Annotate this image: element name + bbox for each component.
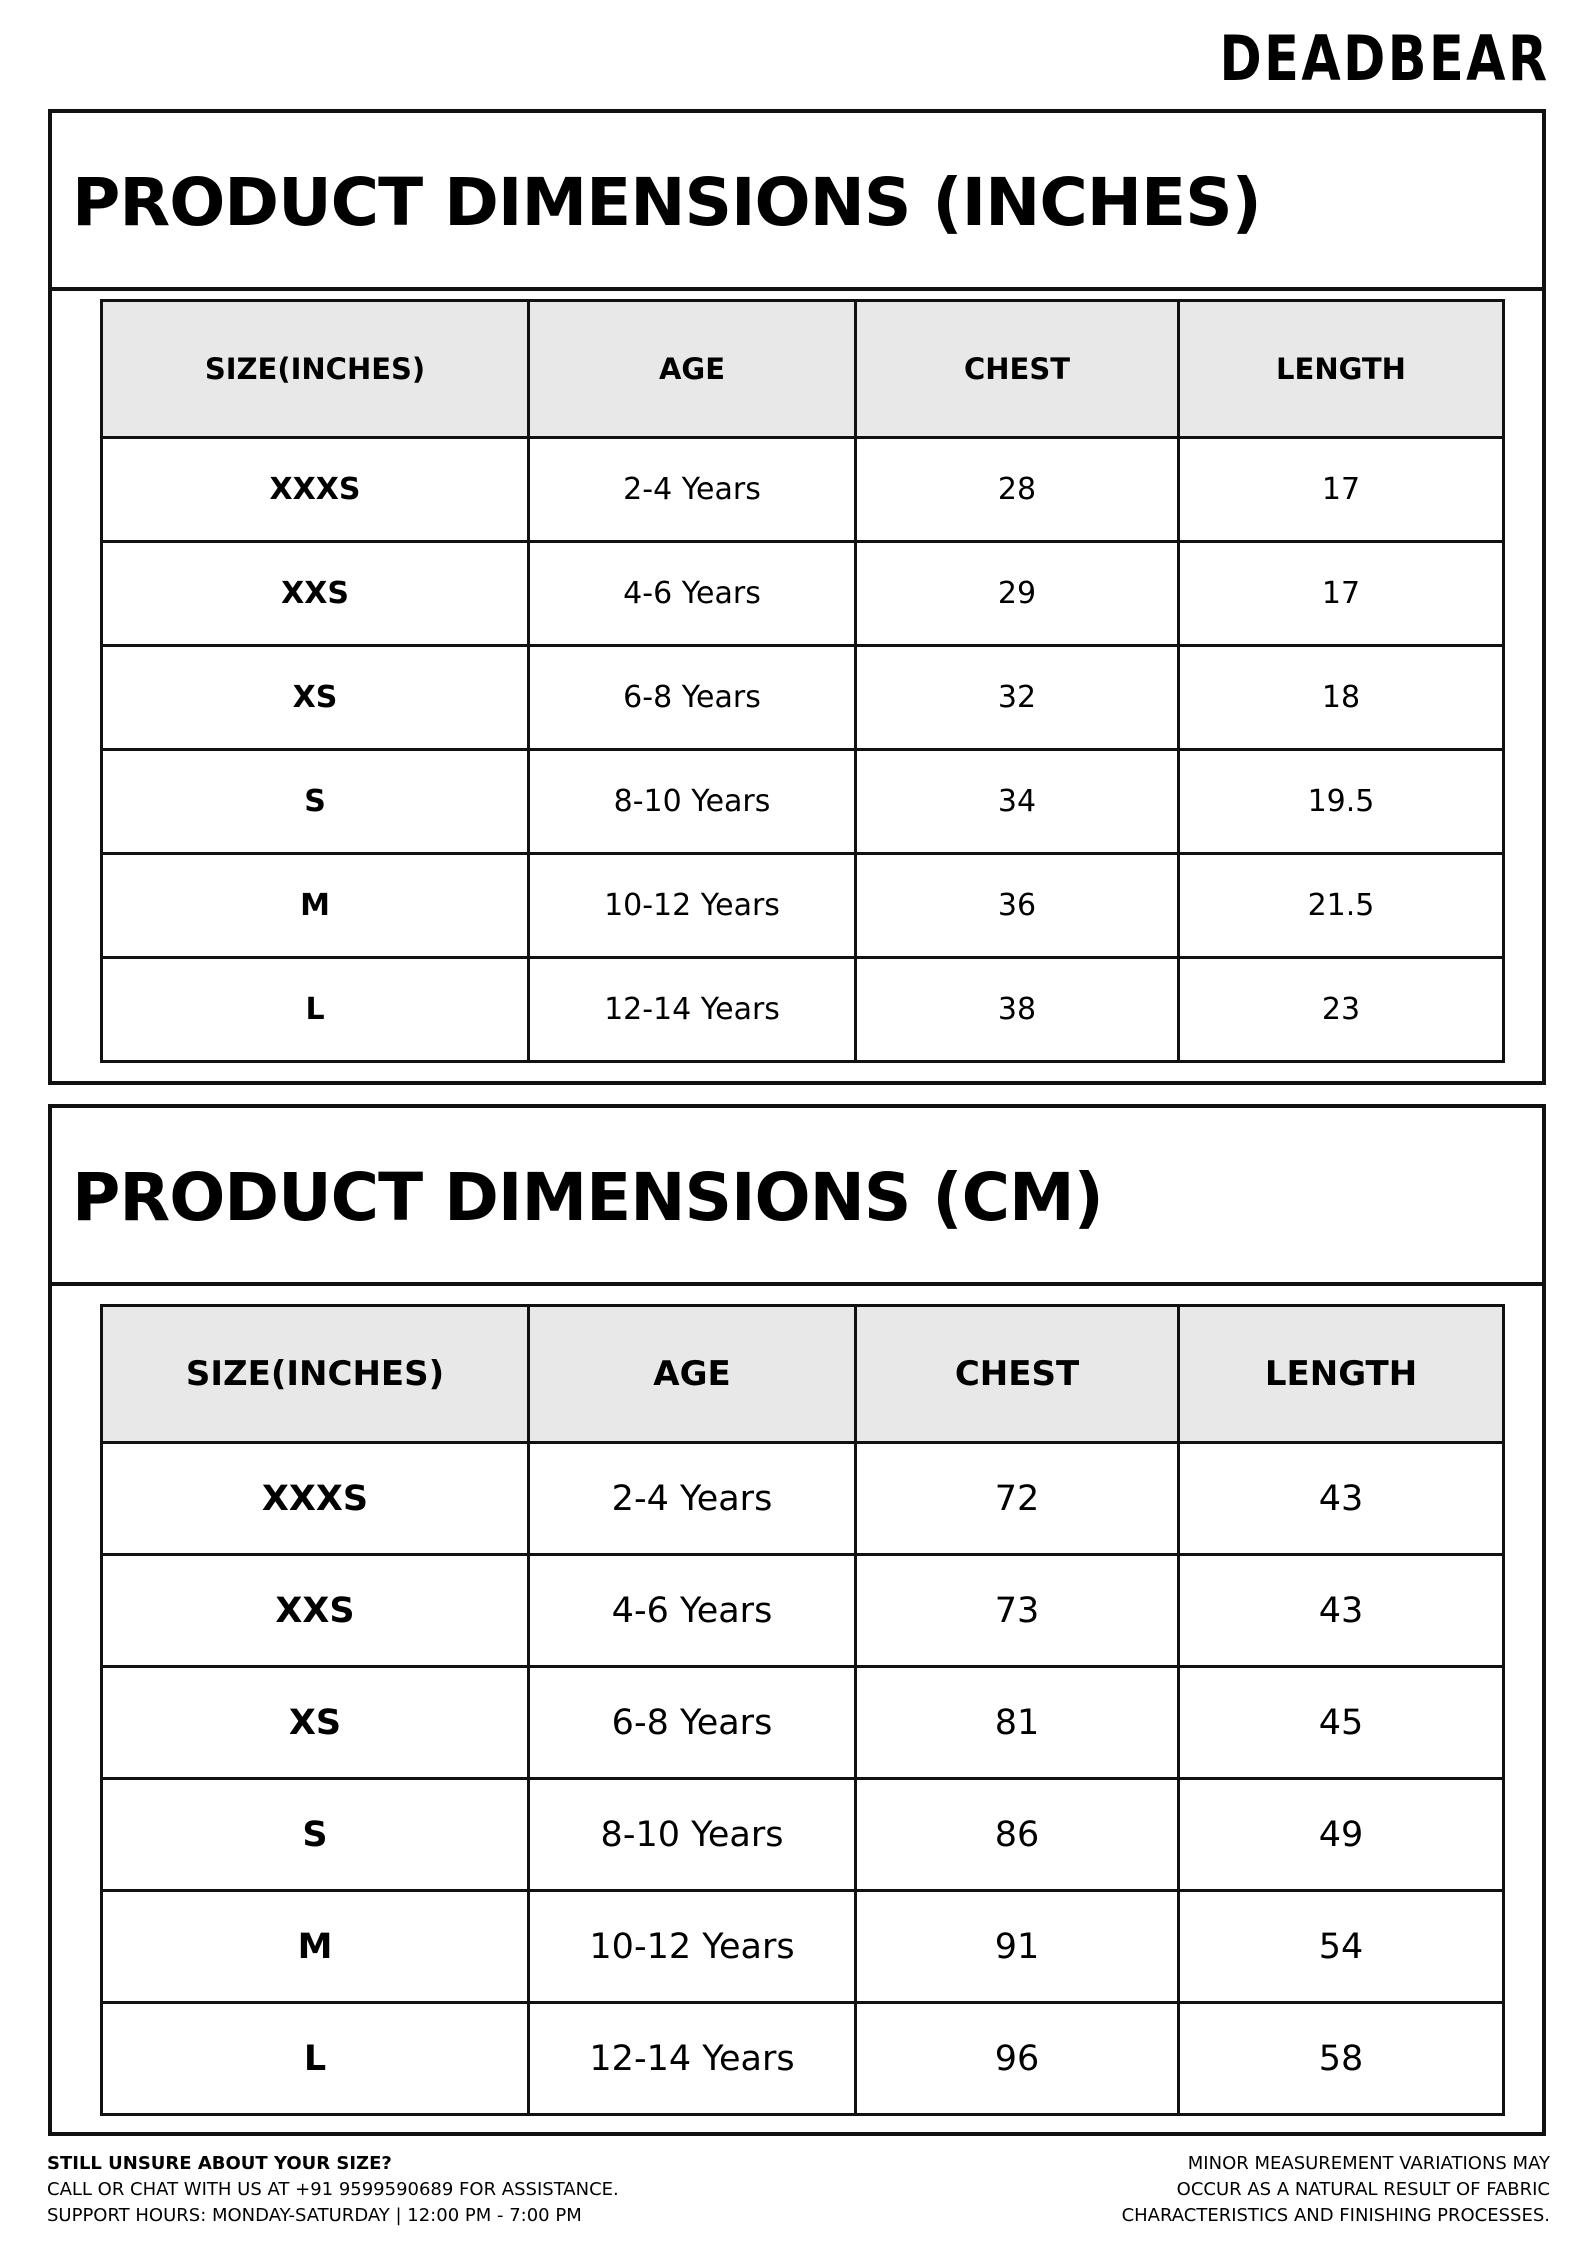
size-cell: L bbox=[102, 2003, 529, 2115]
age-cell: 12-14 Years bbox=[529, 958, 856, 1062]
table-row bbox=[102, 542, 1504, 646]
header-length: LENGTH bbox=[1179, 301, 1504, 438]
length-cell: 58 bbox=[1179, 2003, 1504, 2115]
cm-title: PRODUCT DIMENSIONS (CM) bbox=[72, 1158, 1103, 1236]
size-cell: XXXS bbox=[102, 438, 529, 542]
length-cell: 18 bbox=[1179, 646, 1504, 750]
size-cell: S bbox=[102, 1779, 529, 1891]
chest-cell: 73 bbox=[856, 1555, 1179, 1667]
length-cell: 54 bbox=[1179, 1891, 1504, 2003]
age-cell: 12-14 Years bbox=[529, 2003, 856, 2115]
table-row bbox=[102, 1779, 1504, 1891]
header-age: AGE bbox=[529, 301, 856, 438]
length-cell: 21.5 bbox=[1179, 854, 1504, 958]
header-size: SIZE(INCHES) bbox=[102, 301, 529, 438]
size-cell: XXS bbox=[102, 542, 529, 646]
cm-panel bbox=[48, 1104, 1546, 2136]
age-cell: 10-12 Years bbox=[529, 854, 856, 958]
header-size: SIZE(INCHES) bbox=[102, 1306, 529, 1443]
table-header-row bbox=[102, 1306, 1504, 1443]
table-header-row bbox=[102, 301, 1504, 438]
brand-logo: DEADBEAR bbox=[1219, 22, 1550, 95]
chest-cell: 96 bbox=[856, 2003, 1179, 2115]
chest-cell: 29 bbox=[856, 542, 1179, 646]
cm-size-table bbox=[100, 1304, 1505, 2116]
length-cell: 23 bbox=[1179, 958, 1504, 1062]
header-age: AGE bbox=[529, 1306, 856, 1443]
chest-cell: 32 bbox=[856, 646, 1179, 750]
size-cell: S bbox=[102, 750, 529, 854]
table-row bbox=[102, 1443, 1504, 1555]
inches-panel bbox=[48, 109, 1546, 1085]
age-cell: 4-6 Years bbox=[529, 542, 856, 646]
table-row bbox=[102, 854, 1504, 958]
size-cell: M bbox=[102, 1891, 529, 2003]
chest-cell: 81 bbox=[856, 1667, 1179, 1779]
age-cell: 6-8 Years bbox=[529, 1667, 856, 1779]
age-cell: 6-8 Years bbox=[529, 646, 856, 750]
table-row bbox=[102, 2003, 1504, 2115]
header-chest: CHEST bbox=[856, 301, 1179, 438]
header-chest: CHEST bbox=[856, 1306, 1179, 1443]
table-row bbox=[102, 1667, 1504, 1779]
support-info bbox=[47, 2151, 619, 2229]
disclaimer-line: CHARACTERISTICS AND FINISHING PROCESSES. bbox=[1121, 2205, 1550, 2226]
chest-cell: 86 bbox=[856, 1779, 1179, 1891]
size-cell: XXXS bbox=[102, 1443, 529, 1555]
chest-cell: 72 bbox=[856, 1443, 1179, 1555]
table-row bbox=[102, 646, 1504, 750]
size-cell: M bbox=[102, 854, 529, 958]
table-row bbox=[102, 1891, 1504, 2003]
table-row bbox=[102, 750, 1504, 854]
age-cell: 8-10 Years bbox=[529, 1779, 856, 1891]
table-row bbox=[102, 958, 1504, 1062]
age-cell: 2-4 Years bbox=[529, 1443, 856, 1555]
measurement-disclaimer bbox=[1122, 2151, 1550, 2229]
inches-size-table bbox=[100, 299, 1505, 1063]
length-cell: 19.5 bbox=[1179, 750, 1504, 854]
chest-cell: 28 bbox=[856, 438, 1179, 542]
disclaimer-line: OCCUR AS A NATURAL RESULT OF FABRIC bbox=[1176, 2179, 1550, 2200]
size-cell: XXS bbox=[102, 1555, 529, 1667]
inches-panel-header bbox=[52, 113, 1542, 291]
size-cell: L bbox=[102, 958, 529, 1062]
length-cell: 43 bbox=[1179, 1443, 1504, 1555]
support-hours: SUPPORT HOURS: MONDAY-SATURDAY | 12:00 PM - 7:00 PM bbox=[47, 2205, 582, 2226]
disclaimer-line: MINOR MEASUREMENT VARIATIONS MAY bbox=[1187, 2153, 1550, 2174]
age-cell: 8-10 Years bbox=[529, 750, 856, 854]
table-row bbox=[102, 1555, 1504, 1667]
age-cell: 10-12 Years bbox=[529, 1891, 856, 2003]
chest-cell: 91 bbox=[856, 1891, 1179, 2003]
inches-title: PRODUCT DIMENSIONS (INCHES) bbox=[72, 163, 1261, 241]
age-cell: 4-6 Years bbox=[529, 1555, 856, 1667]
size-cell: XS bbox=[102, 646, 529, 750]
age-cell: 2-4 Years bbox=[529, 438, 856, 542]
length-cell: 45 bbox=[1179, 1667, 1504, 1779]
length-cell: 17 bbox=[1179, 438, 1504, 542]
header-length: LENGTH bbox=[1179, 1306, 1504, 1443]
chest-cell: 38 bbox=[856, 958, 1179, 1062]
size-cell: XS bbox=[102, 1667, 529, 1779]
support-heading: STILL UNSURE ABOUT YOUR SIZE? bbox=[47, 2153, 392, 2174]
cm-panel-header bbox=[52, 1108, 1542, 1286]
length-cell: 17 bbox=[1179, 542, 1504, 646]
length-cell: 43 bbox=[1179, 1555, 1504, 1667]
chest-cell: 36 bbox=[856, 854, 1179, 958]
chest-cell: 34 bbox=[856, 750, 1179, 854]
length-cell: 49 bbox=[1179, 1779, 1504, 1891]
table-row bbox=[102, 438, 1504, 542]
support-contact: CALL OR CHAT WITH US AT +91 9599590689 FOR ASSISTANCE. bbox=[47, 2179, 619, 2200]
